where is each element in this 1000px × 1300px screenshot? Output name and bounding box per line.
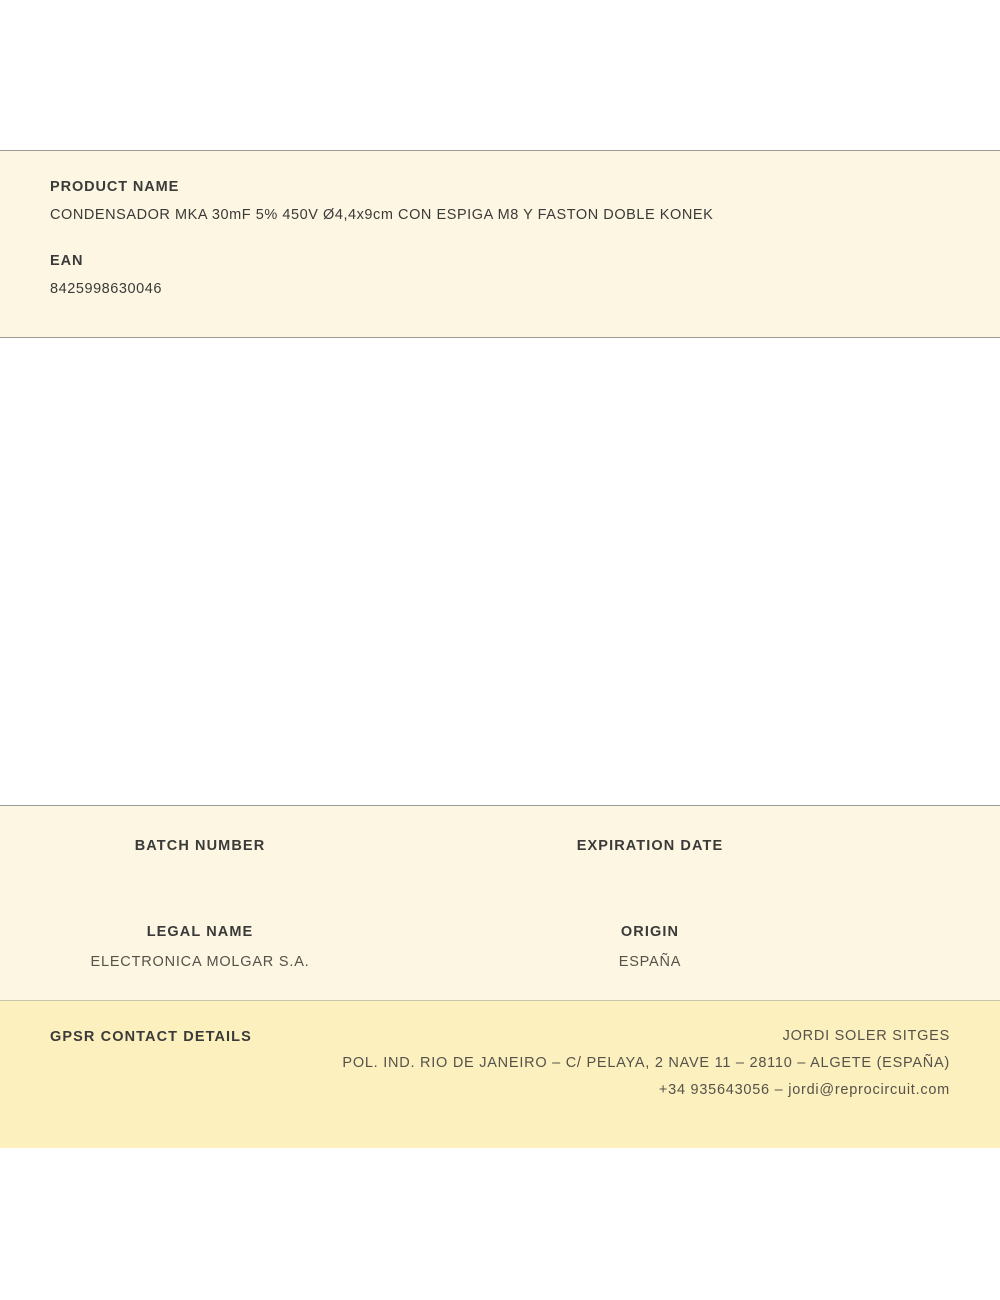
- middle-whitespace: [0, 338, 1000, 805]
- product-info-section: [0, 150, 1000, 338]
- origin-value-column: [500, 954, 1000, 972]
- batch-expiration-values-row: [0, 854, 1000, 872]
- origin-column: [500, 924, 1000, 940]
- bottom-whitespace: [0, 1148, 1000, 1300]
- meta-row-spacer: [0, 872, 1000, 924]
- batch-expiration-row: [0, 838, 1000, 854]
- gpsr-contact-details: [252, 1027, 950, 1108]
- expiration-date-value: [500, 854, 800, 872]
- origin-label: ORIGIN: [620, 924, 680, 940]
- batch-number-value: [0, 854, 400, 872]
- batch-number-column: [0, 838, 500, 854]
- origin-value: ESPAÑA: [618, 954, 682, 970]
- field-spacer: [50, 223, 950, 253]
- expiration-date-value-column: [500, 854, 1000, 872]
- gpsr-contact-phone-email: +34 935643056 – jordi@reprocircuit.com: [658, 1082, 950, 1099]
- legal-name-column: [0, 924, 500, 940]
- batch-legal-section: [0, 805, 1000, 1001]
- ean-label: EAN: [50, 253, 84, 269]
- legal-origin-row: [0, 924, 1000, 940]
- gpsr-contact-label: GPSR CONTACT DETAILS: [50, 1029, 252, 1045]
- legal-name-value-column: [0, 954, 500, 972]
- expiration-date-label: EXPIRATION DATE: [576, 838, 724, 854]
- meta-label-value-spacer: [0, 940, 1000, 954]
- ean-value: 8425998630046: [50, 281, 162, 297]
- gpsr-contact-section: [0, 1001, 1000, 1148]
- product-name-value: CONDENSADOR MKA 30mF 5% 450V Ø4,4x9cm CON ESPIGA M8 Y FASTON DOBLE KONEK: [50, 207, 714, 223]
- batch-number-label: BATCH NUMBER: [134, 838, 266, 854]
- gpsr-contact-address: POL. IND. RIO DE JANEIRO – C/ PELAYA, 2 NAVE 11 – 28110 – ALGETE (ESPAÑA): [342, 1055, 950, 1072]
- product-name-label: PRODUCT NAME: [50, 179, 180, 195]
- top-whitespace: [0, 0, 1000, 150]
- legal-name-label: LEGAL NAME: [146, 924, 254, 940]
- expiration-date-column: [500, 838, 1000, 854]
- batch-number-value-column: [0, 854, 500, 872]
- legal-origin-values-row: [0, 954, 1000, 972]
- gpsr-contact-person: JORDI SOLER SITGES: [782, 1028, 950, 1044]
- legal-name-value: ELECTRONICA MOLGAR S.A.: [90, 954, 310, 970]
